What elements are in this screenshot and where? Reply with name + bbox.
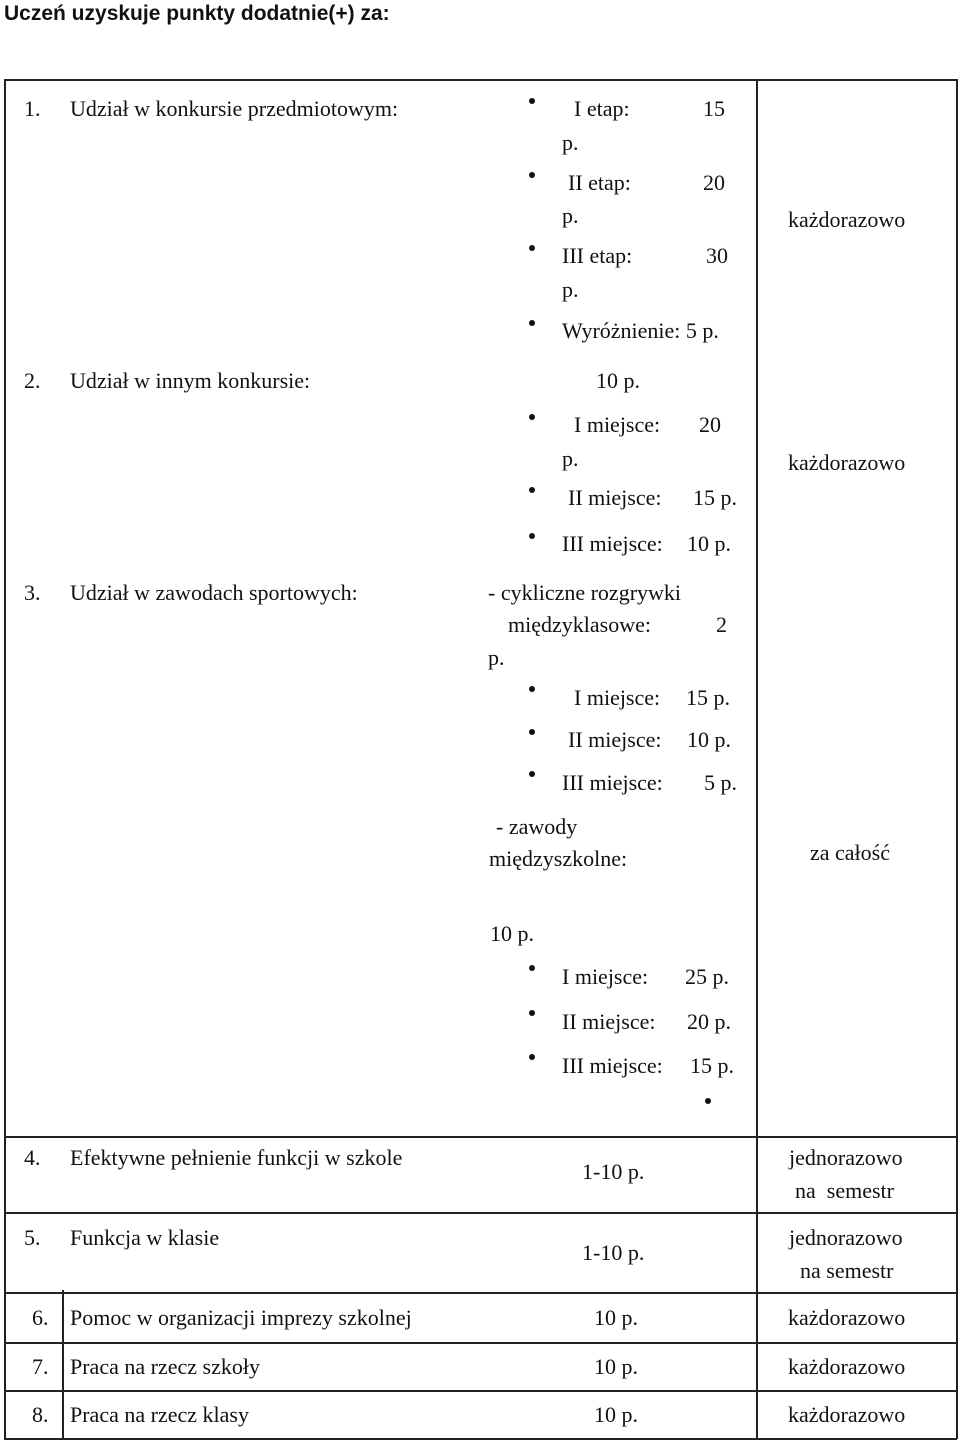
table-border-bottom — [4, 1438, 957, 1440]
base-points: 10 p. — [490, 921, 534, 946]
item-points: 15 — [703, 96, 725, 121]
frequency-text: każdorazowo — [788, 1354, 906, 1379]
bullet-icon — [529, 965, 535, 971]
bullet-icon — [529, 98, 535, 104]
row-title: Funkcja w klasie — [70, 1225, 220, 1250]
bullet-icon — [529, 1054, 535, 1060]
group-subtitle: międzyklasowe: — [508, 612, 651, 637]
table-border-top — [4, 79, 957, 81]
row-number: 5. — [24, 1225, 41, 1250]
points-value: 10 p. — [594, 1402, 638, 1427]
column-divider — [62, 1290, 64, 1438]
row-number: 1. — [24, 96, 41, 121]
item-points: 20 — [703, 170, 725, 195]
item-label: III miejsce: — [562, 1053, 663, 1078]
item-label: II miejsce: — [568, 727, 662, 752]
points-value: 1-10 p. — [582, 1240, 645, 1265]
frequency-text: za całość — [810, 840, 890, 865]
frequency-text: jednorazowo — [789, 1145, 903, 1170]
item-points-unit: p. — [562, 277, 579, 302]
bullet-icon — [529, 172, 535, 178]
column-divider — [756, 79, 758, 1439]
row-title: Praca na rzecz szkoły — [70, 1354, 260, 1379]
base-points: 10 p. — [596, 368, 640, 393]
bullet-icon — [529, 1010, 535, 1016]
row-title: Udział w innym konkursie: — [70, 368, 311, 393]
row-number: 3. — [24, 580, 41, 605]
row-divider — [4, 1212, 957, 1214]
table-border-right — [956, 79, 958, 1439]
row-title: Praca na rzecz klasy — [70, 1402, 249, 1427]
frequency-text: każdorazowo — [788, 1305, 906, 1330]
row-title: Udział w konkursie przedmiotowym: — [70, 96, 399, 121]
group-points-unit: p. — [488, 645, 505, 670]
group-title: - zawody — [496, 814, 578, 839]
row-number: 7. — [32, 1354, 49, 1379]
row-divider — [4, 1292, 957, 1294]
item-points: 5 p. — [704, 770, 737, 795]
item-label: I miejsce: — [574, 412, 661, 437]
item-points-unit: p. — [562, 203, 579, 228]
frequency-text: każdorazowo — [788, 207, 906, 232]
bullet-icon — [529, 729, 535, 735]
row-title: Udział w zawodach sportowych: — [70, 580, 358, 605]
points-value: 10 p. — [594, 1305, 638, 1330]
item-points-unit: p. — [562, 446, 579, 471]
item-label: III miejsce: — [562, 770, 663, 795]
group-title: - cykliczne rozgrywki — [488, 580, 682, 605]
item-points: 15 p. — [693, 485, 737, 510]
group-subtitle: międzyszkolne: — [489, 846, 628, 871]
bullet-icon — [529, 245, 535, 251]
item-label: II miejsce: — [568, 485, 662, 510]
bullet-icon — [529, 686, 535, 692]
page-heading: Uczeń uzyskuje punkty dodatnie(+) za: — [4, 2, 390, 25]
item-label: III etap: — [562, 243, 633, 268]
bullet-icon — [529, 414, 535, 420]
group-points: 2 — [716, 612, 727, 637]
item-label: I miejsce: — [574, 685, 661, 710]
frequency-text: na semestr — [795, 1178, 894, 1203]
item-label: II etap: — [568, 170, 631, 195]
item-points: 15 p. — [686, 685, 730, 710]
item-points: 20 p. — [687, 1009, 731, 1034]
row-title: Efektywne pełnienie funkcji w szkole — [70, 1145, 403, 1170]
item-points: 15 p. — [690, 1053, 734, 1078]
row-number: 4. — [24, 1145, 41, 1170]
frequency-text: każdorazowo — [788, 450, 906, 475]
item-points: 30 — [706, 243, 728, 268]
item-points: 25 p. — [685, 964, 729, 989]
bullet-icon — [529, 771, 535, 777]
row-title: Pomoc w organizacji imprezy szkolnej — [70, 1305, 412, 1330]
bullet-icon — [529, 320, 535, 326]
table-border-left — [4, 79, 6, 1439]
row-divider — [4, 1342, 957, 1344]
row-divider — [4, 1136, 957, 1138]
item-label: Wyróżnienie: 5 p. — [562, 318, 719, 343]
points-value: 10 p. — [594, 1354, 638, 1379]
item-label: III miejsce: — [562, 531, 663, 556]
item-label: I etap: — [574, 96, 630, 121]
row-number: 2. — [24, 368, 41, 393]
item-points: 20 — [699, 412, 721, 437]
bullet-icon — [529, 533, 535, 539]
frequency-text: każdorazowo — [788, 1402, 906, 1427]
item-label: II miejsce: — [562, 1009, 656, 1034]
points-value: 1-10 p. — [582, 1159, 645, 1184]
frequency-text: jednorazowo — [789, 1225, 903, 1250]
item-points: 10 p. — [687, 531, 731, 556]
item-points: 10 p. — [687, 727, 731, 752]
row-number: 8. — [32, 1402, 49, 1427]
bullet-icon — [529, 487, 535, 493]
item-label: I miejsce: — [562, 964, 649, 989]
frequency-text: na semestr — [800, 1258, 894, 1283]
row-divider — [4, 1390, 957, 1392]
item-points-unit: p. — [562, 130, 579, 155]
row-number: 6. — [32, 1305, 49, 1330]
bullet-icon — [705, 1098, 711, 1104]
